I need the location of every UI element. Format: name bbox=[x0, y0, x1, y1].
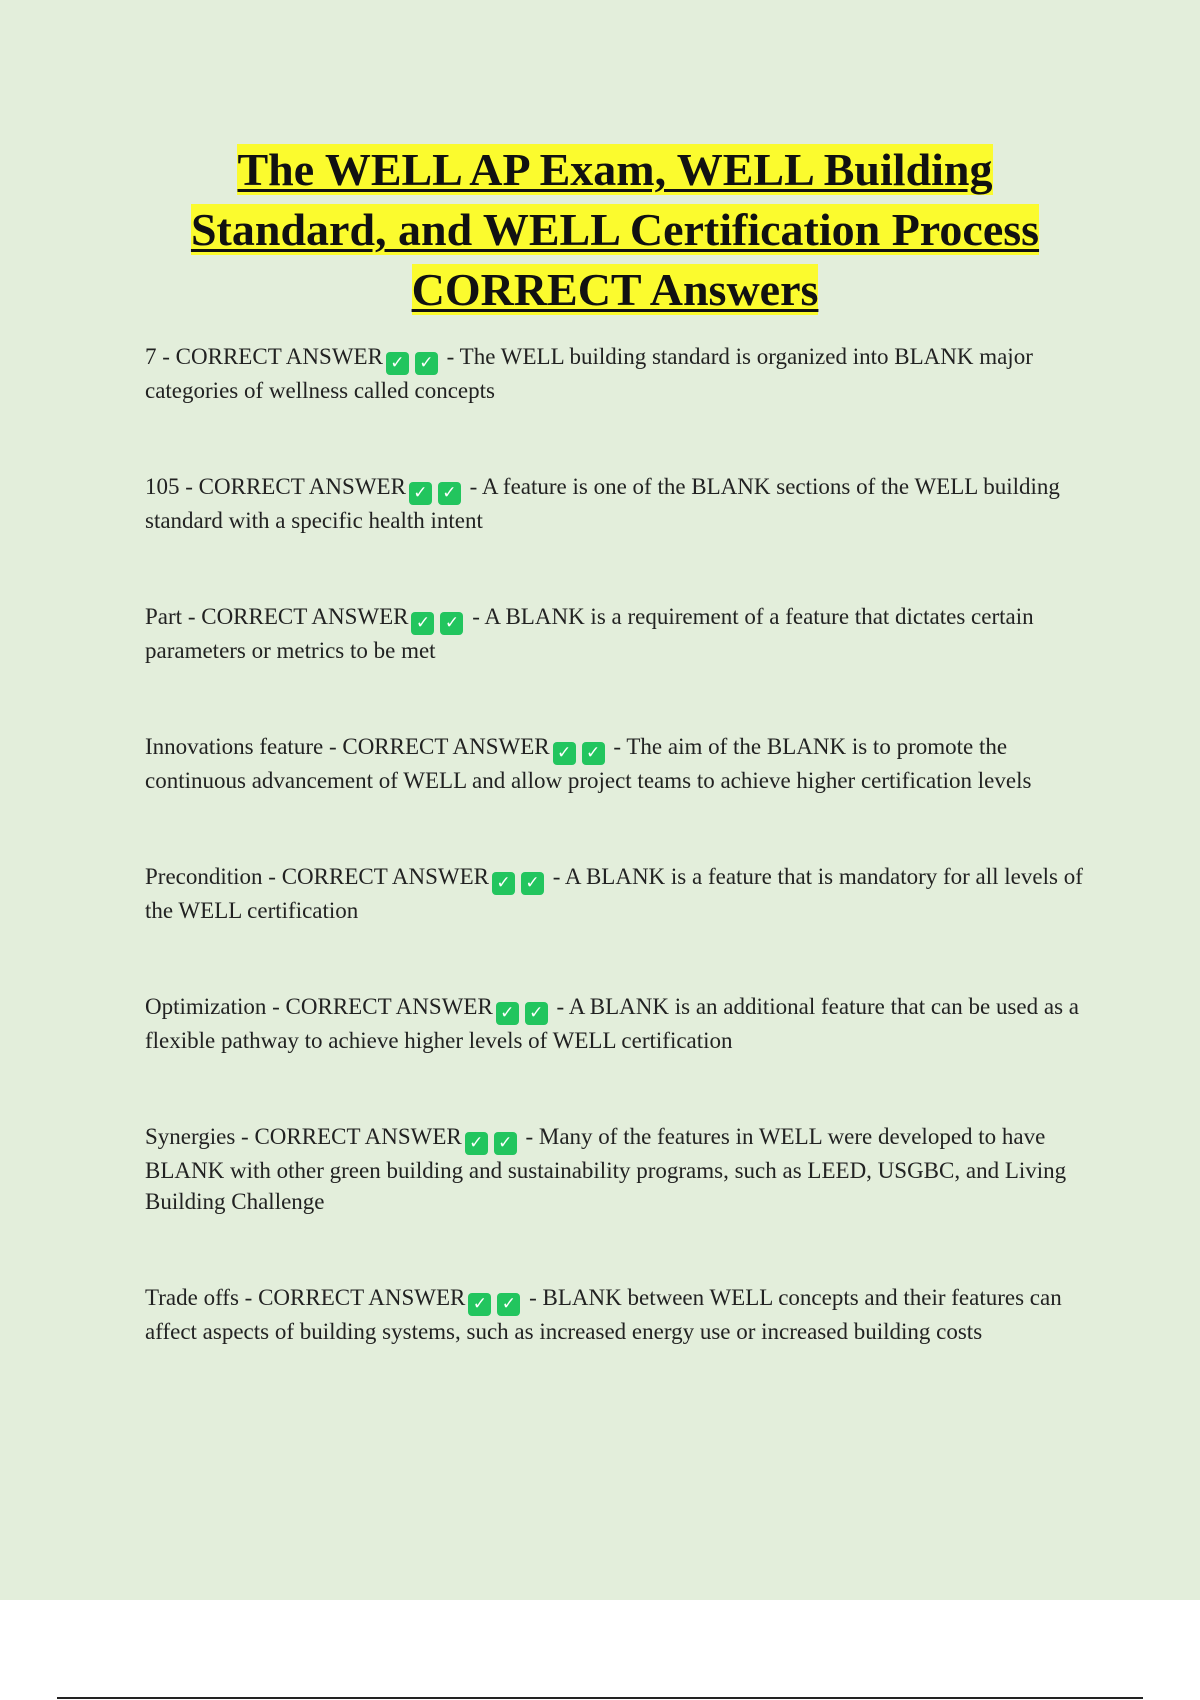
entry-definition: A BLANK is a feature that is mandatory for all levels of the WELL certification bbox=[145, 864, 1083, 923]
green-checkbox-icon: ✓ bbox=[409, 482, 432, 505]
entry-term: 7 bbox=[145, 344, 157, 369]
entry-separator: - bbox=[235, 1124, 255, 1149]
entry-definition: A BLANK is a requirement of a feature that dictates certain parameters or metrics to be met bbox=[145, 604, 1034, 663]
green-checkbox-icon: ✓ bbox=[494, 1132, 517, 1155]
entry-separator: - bbox=[238, 1285, 259, 1310]
entry-separator: - bbox=[546, 864, 565, 889]
green-checkbox-icon: ✓ bbox=[582, 742, 605, 765]
green-checkbox-icon: ✓ bbox=[468, 1293, 491, 1316]
entry-definition: BLANK between WELL concepts and their features can affect aspects of building systems, such as increased energy use or increased building costs bbox=[145, 1285, 1062, 1344]
green-checkbox-icon: ✓ bbox=[415, 352, 438, 375]
entry-term: Innovations feature bbox=[145, 734, 324, 759]
answer-marker: CORRECT ANSWER bbox=[254, 1124, 462, 1149]
entry-term: Trade offs bbox=[145, 1285, 239, 1310]
green-checkbox-icon: ✓ bbox=[553, 742, 576, 765]
entry-separator: - bbox=[182, 604, 202, 629]
entry-separator: - bbox=[466, 604, 485, 629]
entry-term: Optimization bbox=[145, 994, 267, 1019]
green-checkbox-icon: ✓ bbox=[497, 1293, 520, 1316]
answer-marker: CORRECT ANSWER bbox=[201, 604, 409, 629]
entry-definition: The WELL building standard is organized into BLANK major categories of wellness called concepts bbox=[145, 344, 1033, 403]
entry-separator: - bbox=[523, 1285, 543, 1310]
entry-separator: - bbox=[262, 864, 282, 889]
answer-marker: CORRECT ANSWER bbox=[175, 344, 383, 369]
answer-marker: CORRECT ANSWER bbox=[285, 994, 493, 1019]
entry-definition: A BLANK is an additional feature that can be used as a flexible pathway to achieve higher levels of WELL certification bbox=[145, 994, 1079, 1053]
green-checkbox-icon: ✓ bbox=[438, 482, 461, 505]
entry-separator: - bbox=[266, 994, 286, 1019]
answer-entry bbox=[145, 1282, 1090, 1347]
entry-term: 105 bbox=[145, 474, 180, 499]
answer-entry bbox=[145, 601, 1090, 666]
green-checkbox-icon: ✓ bbox=[440, 612, 463, 635]
footer-divider bbox=[57, 1697, 1143, 1699]
entry-term: Synergies bbox=[145, 1124, 236, 1149]
green-checkbox-icon: ✓ bbox=[465, 1132, 488, 1155]
entry-term: Part bbox=[145, 604, 183, 629]
entry-definition: Many of the features in WELL were developed to have BLANK with other green building and sustainability programs, such as LEED, USGBC, and Living Building Challenge bbox=[145, 1124, 1067, 1214]
entry-term: Precondition bbox=[145, 864, 263, 889]
answer-entry bbox=[145, 861, 1090, 926]
answer-entry bbox=[145, 1121, 1090, 1217]
entry-separator: - bbox=[323, 734, 343, 759]
entry-definition: A feature is one of the BLANK sections of the WELL building standard with a specific health intent bbox=[145, 474, 1060, 533]
green-checkbox-icon: ✓ bbox=[386, 352, 409, 375]
entry-separator: - bbox=[550, 994, 569, 1019]
entry-separator: - bbox=[607, 734, 627, 759]
entry-separator: - bbox=[463, 474, 482, 499]
answer-entry bbox=[145, 471, 1090, 536]
answer-marker: CORRECT ANSWER bbox=[281, 864, 489, 889]
answer-marker: CORRECT ANSWER bbox=[258, 1285, 466, 1310]
answer-entry bbox=[145, 731, 1090, 796]
answer-marker: CORRECT ANSWER bbox=[342, 734, 550, 759]
entry-separator: - bbox=[440, 344, 460, 369]
answer-marker: CORRECT ANSWER bbox=[198, 474, 406, 499]
answer-list bbox=[145, 341, 1090, 1412]
answer-entry bbox=[145, 341, 1090, 406]
title-block bbox=[140, 140, 1090, 320]
answer-entry bbox=[145, 991, 1090, 1056]
entry-separator: - bbox=[179, 474, 199, 499]
green-checkbox-icon: ✓ bbox=[411, 612, 434, 635]
entry-definition: The aim of the BLANK is to promote the continuous advancement of WELL and allow project teams to achieve higher certification levels bbox=[145, 734, 1032, 793]
green-checkbox-icon: ✓ bbox=[492, 872, 515, 895]
entry-separator: - bbox=[519, 1124, 539, 1149]
entry-separator: - bbox=[156, 344, 176, 369]
green-checkbox-icon: ✓ bbox=[496, 1002, 519, 1025]
green-checkbox-icon: ✓ bbox=[525, 1002, 548, 1025]
green-checkbox-icon: ✓ bbox=[521, 872, 544, 895]
page-title: The WELL AP Exam, WELL Building Standard, and WELL Certification Process CORRECT Answers bbox=[190, 144, 1040, 315]
